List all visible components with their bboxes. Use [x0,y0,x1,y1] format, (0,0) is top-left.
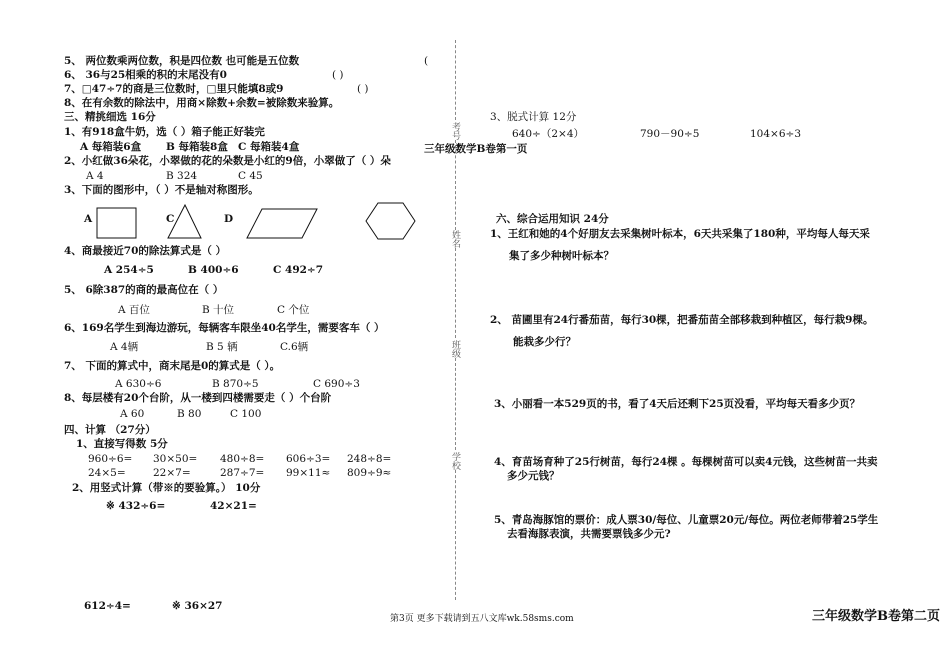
shape-label-a: A [84,213,93,225]
choice-3: 3、下面的图形中，（ ）不是轴对称图形。 [64,184,259,196]
oral-calc-item: 248÷8= [347,453,392,465]
choice-8-option-a: A 60 [120,408,145,420]
choice-5-option-a: A 百位 [118,304,150,316]
choice-2-option-a: A 4 [86,170,104,182]
oral-calc-item: 480÷8= [220,453,265,465]
calc-3-title: 3、脱式计算 12分 [490,111,577,123]
choice-6-option-b: B 5 辆 [206,341,238,353]
choice-1: 1、有918盒牛奶，选（ ）箱子能正好装完 [64,126,265,138]
choice-7-option-c: C 690÷3 [313,378,360,390]
oral-calc-item: 606÷3= [286,453,331,465]
choice-2: 2、小红做36朵花，小翠做的花的朵数是小红的9倍，小翠做了（ ）朵 [64,155,391,167]
oral-calc-item: 287÷7= [220,467,265,479]
application-1-line-2: 集了多少种树叶标本？ [509,250,614,262]
choice-5: 5、 6除387的商的最高位在（ ） [64,284,224,296]
application-5-line-1: 5、青岛海豚馆的票价：成人票30/每位、儿童票20元/每位。两位老师带着25学生 [494,514,879,526]
calc-2-title: 2、用竖式计算（带※的要验算。） 10分 [72,482,261,494]
parallelogram-shape [247,209,317,238]
binding-label-name: 姓名 [450,230,460,248]
choice-7-option-b: B 870÷5 [212,378,259,390]
binding-label-exam-number: 考号 [450,122,460,140]
vertical-calc-item: ※ 432÷6= [106,500,166,512]
choice-5-option-b: B 十位 [202,304,235,316]
rectangle-shape [97,208,136,238]
judge-item-5-paren: ( [424,55,429,67]
oral-calc-item: 809÷9≈ [347,467,392,479]
application-2-line-2: 能栽多少行？ [513,336,576,348]
judge-item-6-paren: ( ) [332,69,344,81]
binding-line [455,470,456,600]
binding-line [455,248,456,338]
oral-calc-item: 30×50= [153,453,198,465]
hexagon-shape [366,203,415,239]
vertical-calc-item: 42×21= [210,500,257,512]
shape-label-d: D [224,213,234,225]
oral-calc-item: 24×5= [88,467,126,479]
application-5-line-2: 去看海豚表演，共需要票钱多少元? [507,528,671,540]
binding-label-school: 学校 [450,452,460,470]
triangle-shape [168,205,201,238]
vertical-calc-item: ※ 36×27 [172,600,223,612]
judge-item-5: 5、 两位数乘两位数，积是四位数 也可能是五位数 [64,55,300,67]
binding-label-class: 班级 [450,340,460,358]
binding-line [455,358,456,450]
vertical-calc-item: 612÷4= [84,600,131,612]
application-2-line-1: 2、 苗圃里有24行番茄苗，每行30棵，把番茄苗全部移栽到种植区，每行栽9棵。 [490,314,874,326]
section-6-title: 六、综合运用知识 24分 [496,213,609,225]
mixed-calc-item: 790－90÷5 [640,128,700,140]
choice-8: 8、每层楼有20个台阶，从一楼到四楼需要走（ ）个台阶 [64,392,332,404]
application-4-line-2: 多少元钱？ [507,470,560,482]
section-3-title: 三、精挑细选 16分 [64,111,156,123]
mixed-calc-item: 640÷（2×4） [512,128,584,140]
mixed-calc-item: 104×6÷3 [750,128,801,140]
choice-4-option-b: B 400÷6 [188,264,239,276]
judge-item-8: 8、在有余数的除法中，用商×除数+余数=被除数来验算。 [64,97,340,109]
judge-item-6: 6、 36与25相乘的积的末尾没有0 [64,69,227,81]
choice-8-option-c: C 100 [230,408,262,420]
choice-8-option-b: B 80 [177,408,202,420]
binding-line [455,40,456,120]
choice-1-option-a: A 每箱装6盒 [80,141,142,153]
choice-2-option-c: C 45 [238,170,263,182]
oral-calc-item: 22×7= [153,467,191,479]
application-4-line-1: 4、育苗场育种了25行树苗，每行24棵 。每棵树苗可以卖4元钱，这些树苗一共卖 [494,456,878,468]
choice-2-option-b: B 324 [166,170,198,182]
oral-calc-item: 960÷6= [88,453,133,465]
choice-4-option-a: A 254÷5 [104,264,154,276]
choice-4: 4、商最接近70的除法算式是（ ） [64,245,227,257]
choice-7-option-a: A 630÷6 [115,378,162,390]
section-4-title: 四、计算 （27分） [64,424,156,436]
judge-item-7: 7、□47÷7的商是三位数时，□里只能填8或9 [64,83,284,95]
choice-7: 7、 下面的算式中，商末尾是0的算式是（ ）。 [64,360,281,372]
choice-6: 6、169名学生到海边游玩，每辆客车限坐40名学生，需要客车（ ） [64,322,385,334]
page-1-footer-overlap: 三年级数学B卷第一页 [424,143,528,155]
page-footer-source: 第3页 更多下载请到五八文库wk.58sms.com [390,614,574,624]
judge-item-7-paren: ( ) [357,83,369,95]
choice-4-option-c: C 492÷7 [273,264,324,276]
choice-5-option-c: C 个位 [277,304,310,316]
choice-6-option-a: A 4辆 [110,341,139,353]
choice-1-option-b: B 每箱装8盒 [166,141,228,153]
page-footer-title: 三年级数学B卷第二页 [812,609,940,624]
application-1-line-1: 1、王红和她的4个好朋友去采集树叶标本，6天共采集了180种，平均每人每天采 [490,228,870,240]
choice-1-option-c: C 每箱装4盒 [238,141,300,153]
oral-calc-item: 99×11≈ [286,467,331,479]
application-3: 3、小丽看一本529页的书，看了4天后还剩下25页没看，平均每天看多少页？ [494,398,861,410]
calc-1-title: 1、直接写得数 5分 [76,438,168,450]
shape-label-c: C [166,213,175,225]
choice-6-option-c: C.6辆 [280,341,309,353]
